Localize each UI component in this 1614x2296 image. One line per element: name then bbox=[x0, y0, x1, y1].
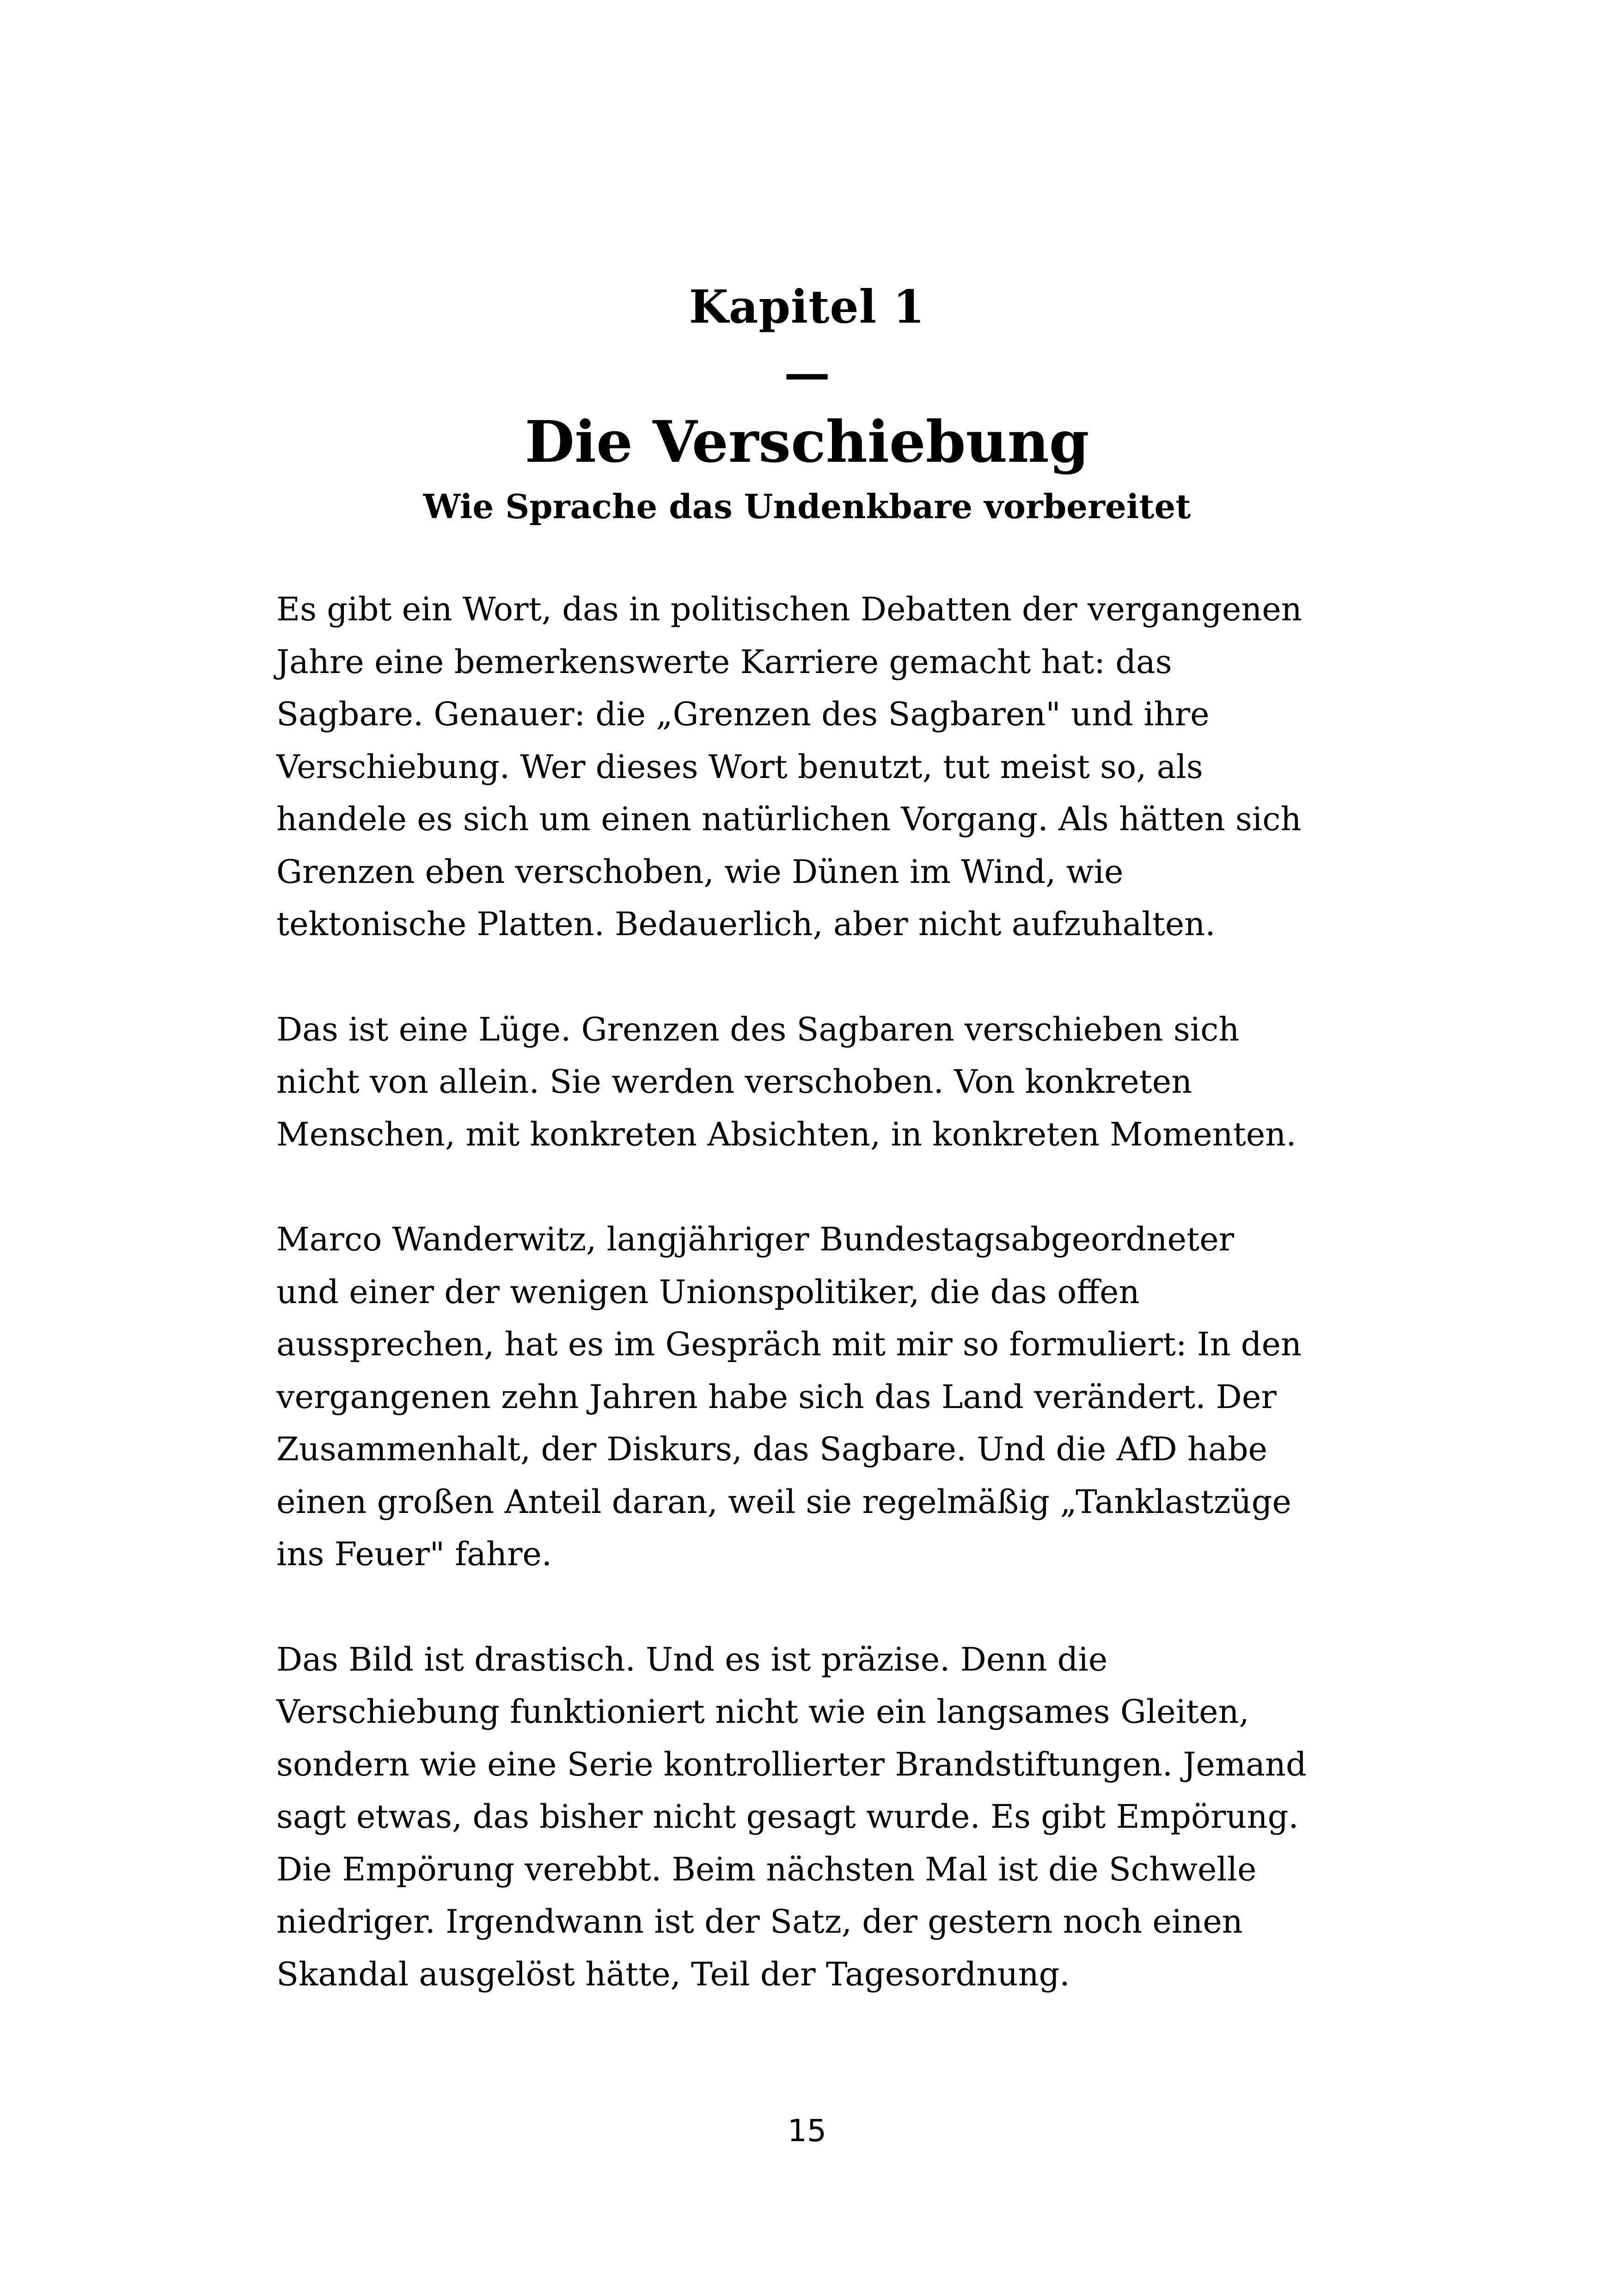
text-line: Es gibt ein Wort, das in politischen Debatten der vergangenen bbox=[276, 590, 1302, 628]
chapter-label: Kapitel 1 bbox=[689, 281, 925, 334]
text-line: Sagbare. Genauer: die „Grenzen des Sagbaren" und ihre bbox=[276, 695, 1210, 733]
text-line: Zusammenhalt, der Diskurs, das Sagbare. Und die AfD habe bbox=[276, 1430, 1268, 1468]
paragraph bbox=[276, 583, 1353, 951]
text-line: vergangenen zehn Jahren habe sich das Land verändert. Der bbox=[276, 1378, 1277, 1416]
text-line: Jahre eine bemerkenswerte Karriere gemacht hat: das bbox=[276, 643, 1172, 681]
chapter-body bbox=[276, 583, 1353, 2001]
text-line: einen großen Anteil daran, weil sie regelmäßig „Tanklastzüge bbox=[276, 1482, 1291, 1521]
text-line: Skandal ausgelöst hätte, Teil der Tagesordnung. bbox=[276, 1955, 1070, 1993]
paragraph bbox=[276, 1213, 1353, 1581]
text-line: handele es sich um einen natürlichen Vorgang. Als hätten sich bbox=[276, 800, 1302, 838]
text-line: Die Empörung verebbt. Beim nächsten Mal ist die Schwelle bbox=[276, 1850, 1257, 1888]
text-line: Das ist eine Lüge. Grenzen des Sagbaren verschieben sich bbox=[276, 1010, 1240, 1048]
paragraph-spacer bbox=[276, 1581, 1353, 1634]
text-line: niedriger. Irgendwann ist der Satz, der gestern noch einen bbox=[276, 1903, 1243, 1941]
text-line: und einer der wenigen Unionspolitiker, die das offen bbox=[276, 1273, 1140, 1311]
text-line: Marco Wanderwitz, langjähriger Bundestagsabgeordneter bbox=[276, 1220, 1235, 1258]
text-line: Das Bild ist drastisch. Und es ist präzise. Denn die bbox=[276, 1640, 1108, 1678]
chapter-dash: — bbox=[784, 346, 830, 400]
paragraph-spacer bbox=[276, 951, 1353, 1004]
text-line: sagt etwas, das bisher nicht gesagt wurde. Es gibt Empörung. bbox=[276, 1798, 1299, 1836]
text-line: Menschen, mit konkreten Absichten, in konkreten Momenten. bbox=[276, 1115, 1296, 1153]
text-line: ins Feuer" fahre. bbox=[276, 1535, 552, 1573]
text-line: sondern wie eine Serie kontrollierter Brandstiftungen. Jemand bbox=[276, 1745, 1307, 1783]
text-line: Verschiebung funktioniert nicht wie ein langsames Gleiten, bbox=[276, 1693, 1249, 1731]
chapter-subtitle: Wie Sprache das Undenkbare vorbereitet bbox=[423, 487, 1191, 526]
page-number: 15 bbox=[788, 2113, 826, 2149]
paragraph bbox=[276, 1004, 1353, 1161]
chapter-title: Die Verschiebung bbox=[525, 409, 1089, 476]
text-line: nicht von allein. Sie werden verschoben. Von konkreten bbox=[276, 1063, 1192, 1101]
text-line: tektonische Platten. Bedauerlich, aber nicht aufzuhalten. bbox=[276, 905, 1216, 943]
text-line: aussprechen, hat es im Gespräch mit mir so formuliert: In den bbox=[276, 1325, 1302, 1363]
paragraph-spacer bbox=[276, 1161, 1353, 1213]
text-line: Verschiebung. Wer dieses Wort benutzt, tut meist so, als bbox=[276, 747, 1203, 786]
paragraph bbox=[276, 1634, 1353, 2001]
text-line: Grenzen eben verschoben, wie Dünen im Wind, wie bbox=[276, 852, 1124, 891]
